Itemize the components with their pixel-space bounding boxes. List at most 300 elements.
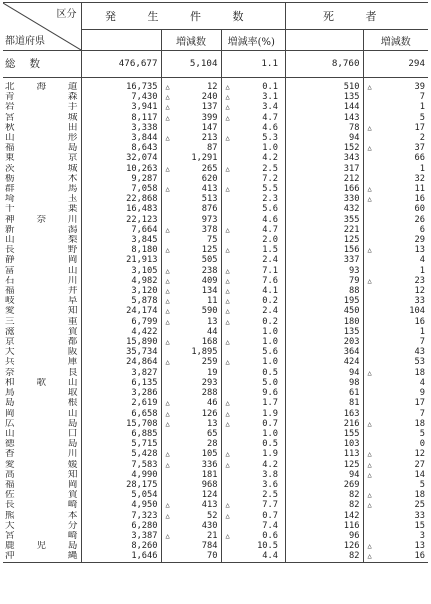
table-row [3,398,428,408]
cases-value: 3,844 [81,133,161,143]
change-rate-value: 7.4 [262,520,278,531]
prefecture-name: 愛媛 [3,460,81,470]
deaths-change-value: △ 23 [363,276,428,286]
cases-value: 4,990 [81,470,161,480]
deaths-change-value: △ 18 [363,419,428,429]
deaths-change-value: △ 13 [363,541,428,551]
cases-change-value: △ 46 [161,398,221,408]
change-rate-value: △ 0.7 [221,419,281,429]
prefecture-name: 静岡 [3,255,81,265]
change-rate-value: 9.6 [262,388,278,399]
deaths-change-value: △ 17 [363,123,428,133]
table-row [3,133,428,143]
table-row [3,255,428,265]
deaths-value: 125 [285,460,363,470]
cases-value: 6,799 [81,317,161,327]
prefecture-name: 岐阜 [3,296,81,306]
cases-change-value: 181 [161,470,221,480]
deaths-value: 79 [285,276,363,286]
table-row [3,194,428,204]
change-rate-value: △ 5.5 [221,184,281,194]
prefecture-name: 兵庫 [3,357,81,367]
cases-change-value: 968 [161,480,221,490]
header-deaths: 死 者 [285,3,428,30]
header-deaths-change: 増減数 [363,30,428,51]
deaths-value: 330 [285,194,363,204]
deaths-value: 269 [285,480,363,490]
change-rate-value: △ 3.1 [221,92,281,102]
cases-value: 16,735 [81,82,161,92]
deaths-value: 82 [285,551,363,562]
cases-change-value: 65 [161,429,221,439]
prefecture-name: 富山 [3,266,81,276]
cases-value: 4,950 [81,500,161,510]
deaths-change-value: 5 [419,112,425,123]
prefecture-name: 長崎 [3,500,81,510]
deaths-change-value: △ 12 [363,449,428,459]
cases-value: 2,619 [81,398,161,408]
table-row [3,388,428,398]
deaths-value: 156 [285,245,363,255]
deaths-change-value: 60 [414,204,425,215]
cases-change-value: △ 134 [161,286,221,296]
cases-change-value: △ 409 [161,276,221,286]
cases-change-value: 876 [161,204,221,214]
table-row [3,357,428,367]
deaths-change-value: △ 11 [363,184,428,194]
deaths-change-value: 3 [419,530,425,541]
prefecture-name: 三重 [3,317,81,327]
deaths-value: 98 [285,378,363,388]
deaths-change-value: 29 [414,235,425,246]
deaths-value: 450 [285,306,363,316]
cases-change-value: △ 265 [161,164,221,174]
deaths-value: 221 [285,225,363,235]
deaths-value: 203 [285,337,363,347]
table-row [3,102,428,112]
deaths-value: 155 [285,429,363,439]
cases-value: 6,280 [81,521,161,531]
prefecture-name: 岩手 [3,102,81,112]
deaths-change-value: 9 [419,388,425,399]
prefecture-name: 大阪 [3,347,81,357]
cases-change-value: △ 590 [161,306,221,316]
table-row [3,235,428,245]
cases-change-value: 1,291 [161,153,221,163]
cases-change-value: △ 168 [161,337,221,347]
cases-change-value: △ 213 [161,133,221,143]
total-deaths: 8,760 [285,51,363,78]
change-rate-value: △ 0.2 [221,296,281,306]
deaths-value: 61 [285,388,363,398]
cases-value: 3,941 [81,102,161,112]
table-row [3,327,428,337]
cases-value: 6,658 [81,409,161,419]
table-row [3,337,428,347]
header-deaths-blank [285,30,363,51]
table-row [3,429,428,439]
deaths-change-value: 5 [419,428,425,439]
deaths-change-value: △ 37 [363,143,428,153]
cases-value: 16,483 [81,204,161,214]
cases-value: 5,428 [81,449,161,459]
table-row [3,215,428,225]
prefecture-name: 山口 [3,429,81,439]
change-rate-value: △ 0.6 [221,531,281,541]
change-rate-value: 0.5 [262,367,278,378]
cases-value: 5,878 [81,296,161,306]
deaths-change-value: 53 [414,357,425,368]
prefecture-name: 山形 [3,133,81,143]
deaths-value: 317 [285,164,363,174]
prefecture-name: 福岡 [3,480,81,490]
deaths-change-value: 104 [409,306,425,317]
change-rate-value: △ 7.7 [221,500,281,510]
deaths-change-value: △ 27 [363,460,428,470]
cases-value: 6,135 [81,378,161,388]
table-body [3,51,428,563]
cases-value: 3,827 [81,368,161,378]
cases-change-value: △ 399 [161,113,221,123]
change-rate-value: △ 1.0 [221,337,281,347]
table-row [3,439,428,449]
cases-change-value: △ 126 [161,409,221,419]
prefecture-name: 青森 [3,92,81,102]
deaths-value: 163 [285,409,363,419]
cases-value: 7,430 [81,92,161,102]
table-row [3,225,428,235]
cases-change-value: △ 378 [161,225,221,235]
table-row [3,500,428,510]
table-row [3,460,428,470]
cases-change-value: 973 [161,215,221,225]
header-rate: 増減率(%) [221,30,281,51]
cases-value: 7,058 [81,184,161,194]
prefecture-name: 鹿児島 [3,541,81,551]
deaths-change-value: 0 [419,439,425,450]
prefecture-name: 宮城 [3,113,81,123]
cases-value: 7,664 [81,225,161,235]
cases-change-value: △ 413 [161,184,221,194]
table-row [3,296,428,306]
cases-change-value: 620 [161,174,221,184]
deaths-change-value: 1 [419,265,425,276]
deaths-value: 135 [285,327,363,337]
change-rate-value: △ 1.9 [221,449,281,459]
prefecture-name: 和歌山 [3,378,81,388]
deaths-value: 143 [285,113,363,123]
deaths-value: 432 [285,204,363,214]
corner-label-category: 区分 [56,9,77,20]
prefecture-name: 神奈川 [3,215,81,225]
deaths-value: 78 [285,123,363,133]
deaths-value: 355 [285,215,363,225]
deaths-change-value: 7 [419,92,425,103]
table-row [3,490,428,500]
change-rate-value: 1.0 [262,428,278,439]
cases-change-value: △ 238 [161,266,221,276]
change-rate-value: △ 4.2 [221,460,281,470]
table-row [3,184,428,194]
deaths-change-value: 1 [419,102,425,113]
deaths-change-value: △ 18 [363,490,428,500]
deaths-value: 94 [285,368,363,378]
deaths-change-value: 66 [414,153,425,164]
total-label: 総数 [3,51,81,78]
cases-change-value: △ 12 [161,82,221,92]
cases-value: 10,263 [81,164,161,174]
cases-change-value: △ 336 [161,460,221,470]
header-count-blank [81,30,161,51]
change-rate-value: △ 1.7 [221,398,281,408]
cases-change-value: 513 [161,194,221,204]
table-row [3,266,428,276]
deaths-change-value: △ 14 [363,470,428,480]
deaths-value: 94 [285,470,363,480]
cases-value: 22,868 [81,194,161,204]
deaths-value: 364 [285,347,363,357]
change-rate-value: 0.5 [262,439,278,450]
prefecture-name: 滋賀 [3,327,81,337]
table-row [3,286,428,296]
cases-value: 3,120 [81,286,161,296]
deaths-change-value: 26 [414,214,425,225]
deaths-value: 337 [285,255,363,265]
cases-value: 5,054 [81,490,161,500]
cases-value: 4,982 [81,276,161,286]
table-row [3,153,428,163]
change-rate-value: 7.2 [262,173,278,184]
deaths-value: 94 [285,133,363,143]
cases-change-value: 87 [161,143,221,153]
cases-change-value: 505 [161,255,221,265]
deaths-change-value: 12 [414,286,425,297]
change-rate-value: 4.6 [262,214,278,225]
change-rate-value: 2.4 [262,255,278,266]
change-rate-value: △ 0.7 [221,511,281,521]
total-row [3,51,428,78]
change-rate-value: 2.5 [262,490,278,501]
table-row [3,92,428,102]
change-rate-value: 2.0 [262,235,278,246]
header-change: 増減数 [161,30,221,51]
table-row [3,82,428,92]
header-occurrences: 発 生 件 数 [81,3,281,30]
cases-value: 8,260 [81,541,161,551]
prefecture-name: 長野 [3,245,81,255]
deaths-value: 144 [285,102,363,112]
cases-change-value: △ 413 [161,500,221,510]
cases-change-value: △ 11 [161,296,221,306]
cases-change-value: 293 [161,378,221,388]
deaths-value: 82 [285,500,363,510]
statistics-table [3,2,428,563]
change-rate-value: △ 4.7 [221,113,281,123]
table-row [3,378,428,388]
prefecture-name: 福島 [3,143,81,153]
deaths-value: 125 [285,235,363,245]
table-row [3,113,428,123]
change-rate-value: 5.6 [262,347,278,358]
prefecture-name: 福井 [3,286,81,296]
cases-value: 6,885 [81,429,161,439]
prefecture-name: 愛知 [3,306,81,316]
cases-value: 22,123 [81,215,161,225]
table-row [3,480,428,490]
change-rate-value: △ 2.5 [221,164,281,174]
cases-change-value: △ 13 [161,317,221,327]
cases-value: 7,583 [81,460,161,470]
cases-change-value: △ 137 [161,102,221,112]
cases-change-value: 430 [161,521,221,531]
deaths-change-value: 7 [419,337,425,348]
total-cases: 476,677 [81,51,161,78]
prefecture-name: 茨城 [3,164,81,174]
cases-change-value: △ 105 [161,449,221,459]
prefecture-name: 香川 [3,449,81,459]
change-rate-value: △ 2.4 [221,306,281,316]
change-rate-value: △ 7.6 [221,276,281,286]
cases-value: 15,708 [81,419,161,429]
cases-value: 4,422 [81,327,161,337]
table-row [3,470,428,480]
prefecture-name: 新潟 [3,225,81,235]
deaths-value: 126 [285,541,363,551]
table-row [3,551,428,562]
table-row [3,347,428,357]
prefecture-name: 栃木 [3,174,81,184]
deaths-change-value: △ 16 [363,194,428,204]
deaths-value: 152 [285,143,363,153]
table-row [3,541,428,551]
cases-value: 8,180 [81,245,161,255]
cases-change-value: △ 240 [161,92,221,102]
change-rate-value: 4.4 [221,551,281,562]
deaths-change-value: 1 [419,326,425,337]
cases-change-value: 70 [161,551,221,562]
deaths-change-value: △ 25 [363,500,428,510]
prefecture-name: 宮崎 [3,531,81,541]
prefecture-name: 岡山 [3,409,81,419]
deaths-change-value: 17 [414,398,425,409]
deaths-change-value: 32 [414,173,425,184]
deaths-value: 81 [285,398,363,408]
deaths-change-value: 6 [419,224,425,235]
prefecture-name: 京都 [3,337,81,347]
cases-change-value: 19 [161,368,221,378]
change-rate-value: △ 4.1 [221,286,281,296]
cases-value: 3,338 [81,123,161,133]
cases-value: 24,864 [81,357,161,367]
deaths-value: 424 [285,357,363,367]
cases-change-value: 1,895 [161,347,221,357]
cases-value: 9,287 [81,174,161,184]
deaths-value: 103 [285,439,363,449]
change-rate-value: 5.0 [262,377,278,388]
deaths-value: 212 [285,174,363,184]
cases-value: 7,323 [81,511,161,521]
deaths-value: 116 [285,521,363,531]
corner-label-prefecture: 都道府県 [5,36,45,47]
table-row [3,317,428,327]
cases-value: 21,913 [81,255,161,265]
table-row [3,245,428,255]
prefecture-name: 佐賀 [3,490,81,500]
change-rate-value: △ 4.7 [221,225,281,235]
deaths-value: 510 [285,82,363,92]
table-row [3,164,428,174]
prefecture-name: 高知 [3,470,81,480]
cases-value: 24,174 [81,306,161,316]
cases-value: 35,734 [81,347,161,357]
cases-value: 8,117 [81,113,161,123]
deaths-change-value: 4 [419,377,425,388]
cases-value: 3,387 [81,531,161,541]
cases-change-value: 44 [161,327,221,337]
table-row [3,123,428,133]
table-row [3,204,428,214]
deaths-value: 195 [285,296,363,306]
table-row [3,531,428,541]
prefecture-name: 千葉 [3,204,81,214]
change-rate-value: △ 1.0 [221,357,281,367]
deaths-value: 166 [285,184,363,194]
prefecture-name: 熊本 [3,511,81,521]
cases-value: 8,643 [81,143,161,153]
cases-change-value: △ 52 [161,511,221,521]
prefecture-name: 東京 [3,153,81,163]
change-rate-value: 1.0 [262,326,278,337]
change-rate-value: 2.3 [262,194,278,205]
cases-change-value: △ 21 [161,531,221,541]
table-row [3,419,428,429]
cases-change-value: △ 125 [161,245,221,255]
change-rate-value: 4.2 [262,153,278,164]
deaths-value: 113 [285,449,363,459]
cases-change-value: 784 [161,541,221,551]
deaths-change-value: △ 13 [363,245,428,255]
change-rate-value: 1.0 [262,143,278,154]
header-corner [3,3,81,51]
deaths-change-value: 15 [414,520,425,531]
deaths-change-value: 4 [419,255,425,266]
deaths-change-value: △ 18 [363,368,428,378]
cases-value: 32,074 [81,153,161,163]
cases-value: 1,646 [81,551,161,562]
cases-change-value: 147 [161,123,221,133]
deaths-change-value: 1 [419,163,425,174]
deaths-value: 93 [285,266,363,276]
deaths-value: 82 [285,490,363,500]
deaths-value: 343 [285,153,363,163]
change-rate-value: △ 0.2 [221,317,281,327]
prefecture-name: 広島 [3,419,81,429]
deaths-value: 96 [285,531,363,541]
cases-change-value: 28 [161,439,221,449]
change-rate-value: △ 1.9 [221,409,281,419]
table-row [3,449,428,459]
prefecture-name: 沖縄 [3,551,81,562]
change-rate-value: 3.8 [262,469,278,480]
deaths-value: 135 [285,92,363,102]
cases-change-value: △ 13 [161,419,221,429]
prefecture-name: 埼玉 [3,194,81,204]
change-rate-value: △ 7.1 [221,266,281,276]
table-row [3,174,428,184]
cases-change-value: △ 259 [161,357,221,367]
deaths-change-value: 33 [414,510,425,521]
deaths-change-value: 7 [419,408,425,419]
